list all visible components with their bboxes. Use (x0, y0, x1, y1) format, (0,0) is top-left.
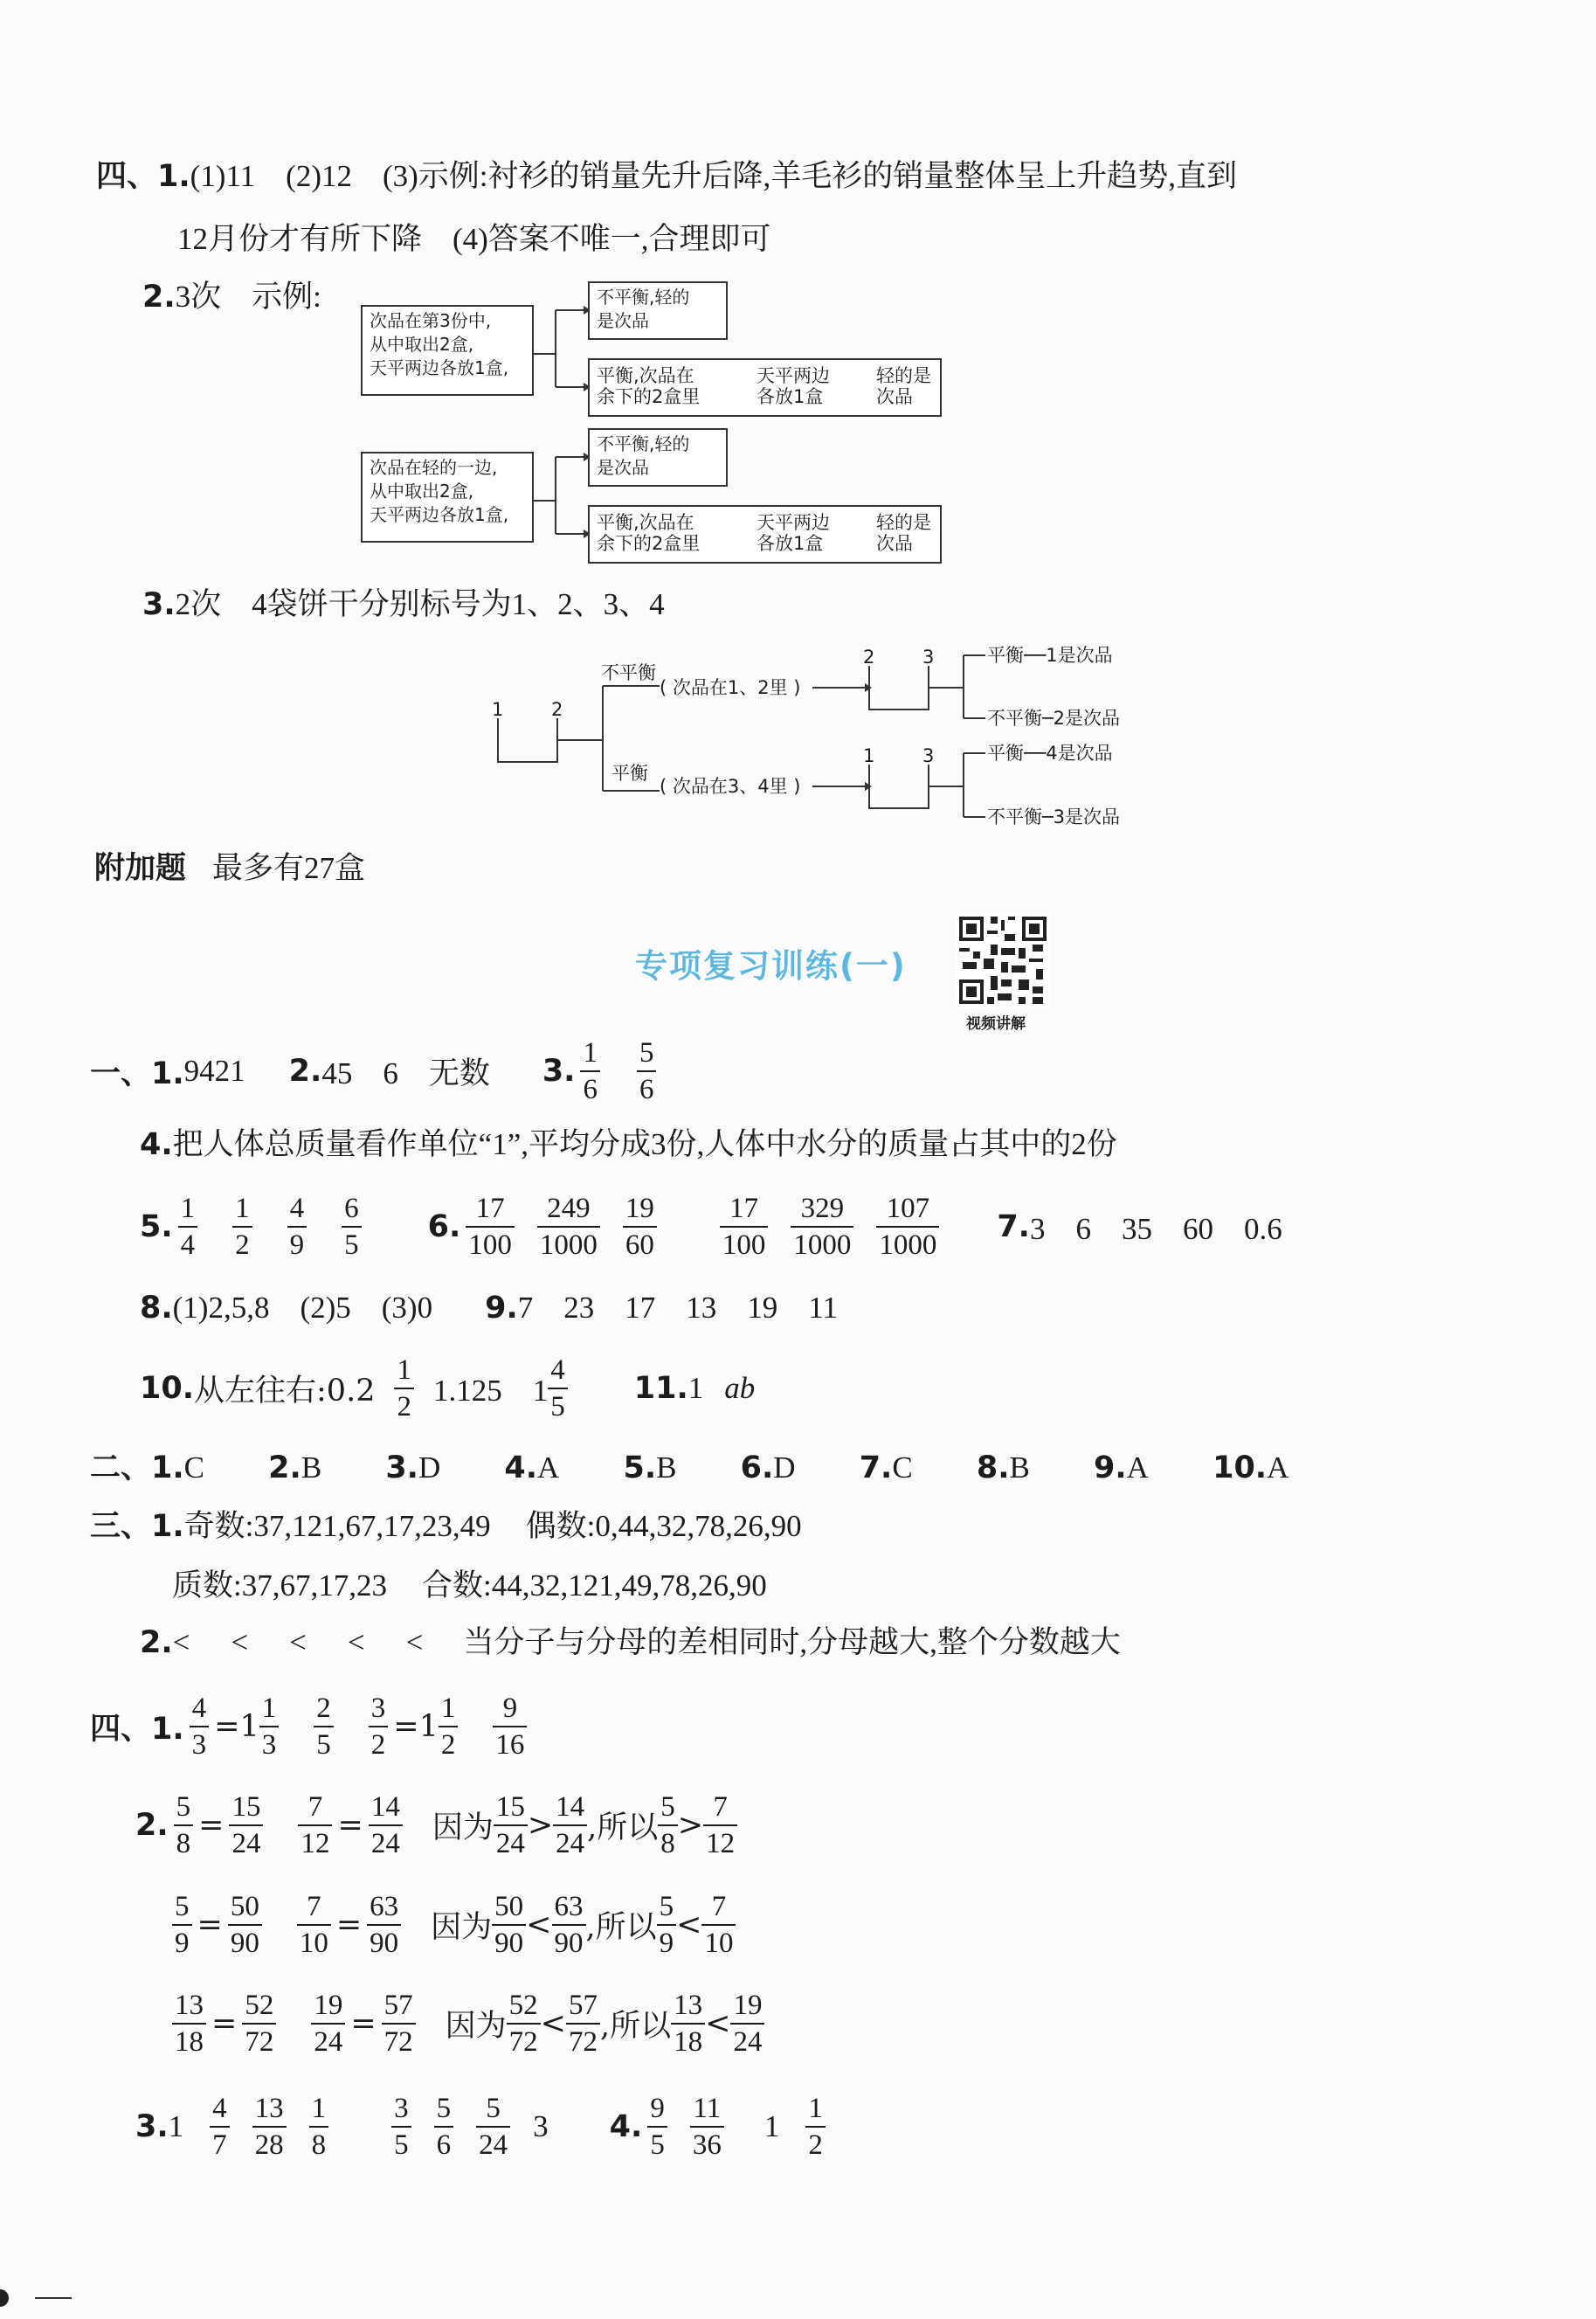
fraction: 63 90 (552, 1889, 586, 1961)
fraction: 1 2 (232, 1191, 252, 1263)
flow3-top-1: 2 (863, 647, 875, 668)
flow-a-unbalanced: 不平衡,轻的 是次品 (588, 281, 728, 340)
flow3-left-1: 1 (492, 699, 504, 720)
fraction: $\frac{63}{90}$ (367, 1889, 401, 1961)
flow3-top-2: 3 (922, 647, 935, 668)
flow3-left-2: 2 (551, 699, 563, 720)
part3-row2: 质数:37,67,17,23 合数:44,32,121,49,78,26,90 (172, 1568, 767, 1603)
fraction: 52 72 (507, 1988, 541, 2059)
fraction: $\frac{15}{24}$ (229, 1789, 263, 1861)
flow3-bot-2: 3 (922, 745, 935, 766)
flow-a-start: 次品在第3份中, 从中取出2盒, 天平两边各放1盒, (361, 305, 534, 396)
fraction: $\frac{5}{8}$ (174, 1789, 194, 1861)
fraction: 50 90 (492, 1889, 526, 1961)
flow-b-bal-text: 平衡,次品在 余下的2盒里 (597, 512, 701, 554)
part4-q2-line1: 2. $\frac{5}{8}$ = $\frac{15}{24}$ $\frac{7}{12}$ = $\frac{14}{24}$ 因为 15 24 > 14 24 ,所以 5 8 > 7 12 (135, 1789, 737, 1861)
fraction: $\frac{19}{24}$ (311, 1988, 345, 2059)
flow-b-unbalanced: 不平衡,轻的 是次品 (588, 428, 728, 487)
fraction: 5 6 (637, 1035, 657, 1107)
fraction: $\frac{7}{12}$ (298, 1789, 332, 1861)
part1-row10: 10. 从左往右:0.2 1 2 1.125 1 4 5 11. 1 ab (140, 1354, 756, 1423)
fraction: 15 24 (494, 1789, 528, 1861)
part3-q2: 2.< < < < < 当分子与分母的差相同时,分母越大,整个分数越大 (140, 1625, 1121, 1660)
section-title: 专项复习训练(一) (635, 947, 907, 985)
fraction: 11 36 (690, 2091, 724, 2163)
flow3-result-1: 平衡──1是次品 (987, 645, 1113, 666)
fraction: $\frac{7}{10}$ (297, 1889, 331, 1961)
fraction: 5 9 (657, 1889, 677, 1961)
flow-b-start: 次品在轻的一边, 从中取出2盒, 天平两边各放1盒, (361, 452, 534, 543)
section4-q3: 3.2次 4袋饼干分别标号为1、2、3、4 (142, 587, 665, 622)
flow3-result-2: 不平衡─2是次品 (987, 708, 1121, 729)
fraction: 329 1000 (791, 1191, 853, 1263)
fraction: $\frac{14}{24}$ (369, 1789, 403, 1861)
fraction: 1 4 (178, 1191, 198, 1263)
part4-q2-line3: $\frac{13}{18}$ = $\frac{52}{72}$ $\frac{19}{24}$ = $\frac{57}{72}$ 因为 52 72 < 57 72 ,所以 13 18 < 19 24 (167, 1988, 764, 2059)
fraction: $\frac{13}{18}$ (172, 1988, 206, 2059)
fraction: $\frac{4}{3}$ (190, 1691, 210, 1762)
flow3-bal-note: ( 次品在3、4里 ) (660, 776, 801, 797)
footer-rule (35, 2297, 72, 2299)
part1-row8: 8.(1)2,5,8 (2)5 (3)0 9.7 23 17 13 19 11 (140, 1291, 838, 1326)
section4-q2: 2.3次 示例: (142, 280, 321, 315)
fraction: 1 6 (580, 1035, 600, 1107)
fraction: 4 7 (210, 2091, 230, 2163)
fraction: 5 24 (476, 2091, 510, 2163)
fraction: 14 24 (553, 1789, 587, 1861)
flow-a-step-text: 天平两边 各放1盒 (757, 365, 830, 407)
part1-row1: 一、1. 9421 2. 45 6 无数 3. 1 6 5 6 (90, 1036, 661, 1106)
fraction: 9 16 (493, 1691, 527, 1762)
fraction: 19 60 (623, 1191, 657, 1263)
fraction: 1 8 (309, 2091, 329, 2163)
fraction: 5 6 (434, 2091, 454, 2163)
flow-a-bal-text: 平衡,次品在 余下的2盒里 (597, 365, 701, 407)
fraction: 107 1000 (876, 1191, 939, 1263)
flow-b-step-text: 天平两边 各放1盒 (757, 512, 830, 554)
part4-q2-line2: $\frac{5}{9}$ = $\frac{50}{90}$ $\frac{7}{10}$ = $\frac{63}{90}$ 因为 50 90 < 63 90 ,所以 5 9 < 7 10 (167, 1889, 736, 1961)
fraction: 5 8 (658, 1789, 678, 1861)
part3-row1: 三、1.奇数:37,121,67,17,23,49 偶数:0,44,32,78,26,90 (90, 1509, 802, 1544)
qr-code-icon[interactable] (956, 913, 1050, 1007)
fraction: 9 5 (647, 2091, 667, 2163)
fraction: 1 2 (439, 1691, 459, 1762)
flow3-result-4: 不平衡─3是次品 (987, 806, 1121, 827)
fraction: 3 5 (391, 2091, 411, 2163)
flow3-bal: 平衡 (611, 763, 648, 784)
fraction: 7 10 (701, 1889, 736, 1961)
fraction: 57 72 (566, 1988, 600, 2059)
fraction: $\frac{52}{72}$ (242, 1988, 276, 2059)
fraction: 1 2 (805, 2091, 826, 2163)
part1-row5: 5. 1 4 1 2 4 9 6 5 6. 17 100 249 1000 19 60 17 100 329 1000 107 1000 7. 3 6 35 60 0.6 (140, 1193, 1282, 1261)
fraction: 19 24 (730, 1988, 764, 2059)
fraction: 17 100 (720, 1191, 769, 1263)
fraction: 249 1000 (537, 1191, 600, 1263)
part4-q1: 四、1. $\frac{4}{3}$ = 1 1 3 2 5 $\frac{3}{2}$ = 1 1 2 9 16 (90, 1691, 532, 1762)
fraction: 4 9 (287, 1191, 307, 1263)
fraction: $\frac{50}{90}$ (228, 1889, 262, 1961)
fraction: $\frac{5}{9}$ (172, 1889, 192, 1961)
section4-q1-line2: 12月份才有所下降 (4)答案不唯一,合理即可 (177, 222, 771, 256)
section4-q1-line1: 四、1.(1)11 (2)12 (3)示例:衬衫的销量先升后降,羊毛衫的销量整体呈上升趋势,直到 (96, 159, 1238, 194)
flow3-unbal: 不平衡 (601, 662, 656, 683)
fraction: $\frac{3}{2}$ (369, 1691, 389, 1762)
part2-row: 二、1.C 2.B 3.D 4.A 5.B 6.D 7.C 8.B 9.A 10.A (90, 1450, 1289, 1485)
part4-q3-q4: 3. 1 4 7 13 28 1 8 3 5 5 6 5 24 3 4. 9 5 11 36 1 1 2 (135, 2091, 831, 2163)
fraction: 4 5 (548, 1353, 568, 1424)
flow-a-end-text: 轻的是 次品 (876, 365, 931, 407)
fraction: $\frac{57}{72}$ (382, 1988, 416, 2059)
fraction: 2 5 (314, 1691, 334, 1762)
part1-q4: 4.把人体总质量看作单位“1”,平均分成3份,人体中水分的质量占其中的2份 (140, 1127, 1117, 1162)
qr-caption: 视频讲解 (966, 1015, 1026, 1033)
fraction: 6 5 (342, 1191, 362, 1263)
extra-question: 附加题 最多有27盒 (94, 851, 366, 886)
fraction: 7 12 (703, 1789, 737, 1861)
fraction: 1 2 (394, 1353, 414, 1424)
flow-b-end-text: 轻的是 次品 (876, 512, 931, 554)
fraction: 17 100 (466, 1191, 515, 1263)
flow3-unbal-note: ( 次品在1、2里 ) (660, 677, 801, 698)
fraction: 1 3 (259, 1691, 280, 1762)
fraction: 13 28 (252, 2091, 287, 2163)
flow3-bot-1: 1 (863, 745, 875, 766)
flow3-result-3: 平衡──4是次品 (987, 743, 1113, 764)
fraction: 13 18 (671, 1988, 705, 2059)
